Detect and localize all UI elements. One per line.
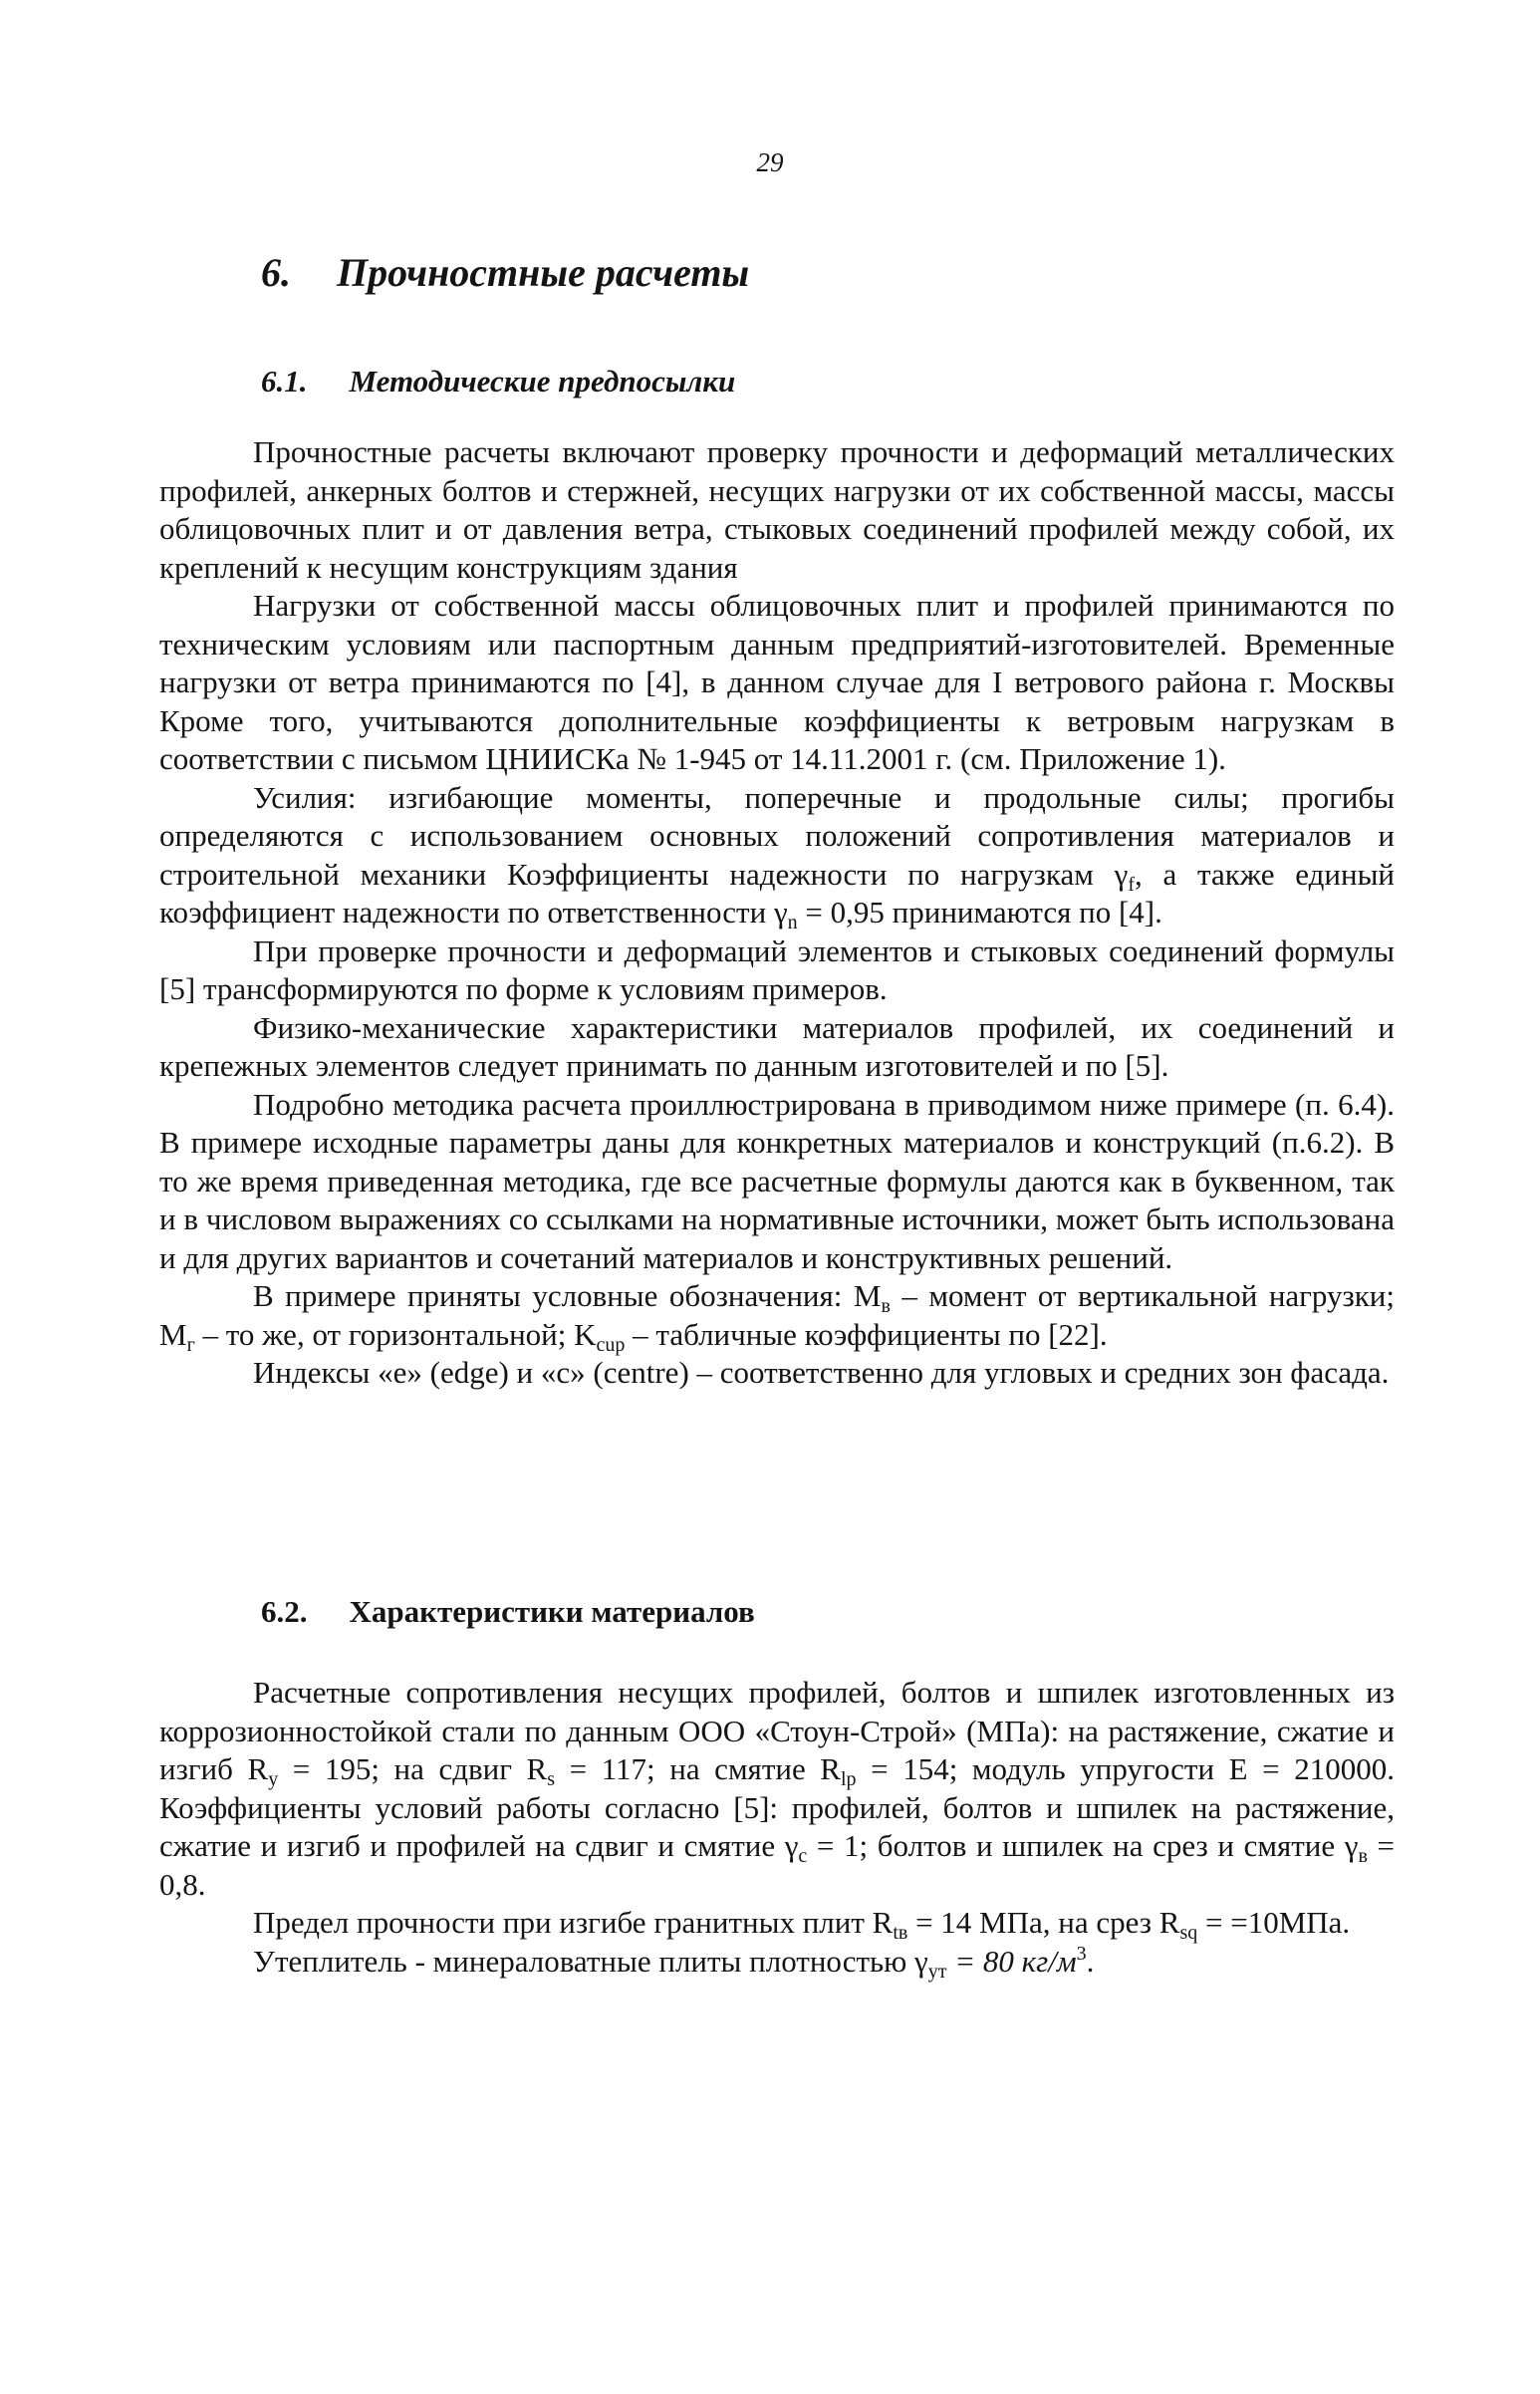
subsection-number: 6.2. bbox=[261, 1594, 308, 1629]
subsection-heading-6-1 bbox=[261, 364, 735, 399]
section-heading bbox=[261, 249, 749, 296]
subsection-number: 6.1. bbox=[261, 364, 308, 399]
paragraph: Нагрузки от собственной массы облицовочных плит и профилей принимаются по техническим условиям или паспортным данным предприятий-изготовителей. Временные нагрузки от ветра принимаются по [4], в данном случае для I ветрового района г. Москвы Кроме того, учитываются дополнительные коэффициенты к ветровым нагрузкам в соответствии с письмом ЦНИИСКа № 1-945 от 14.11.2001 г. (см. Приложение 1). bbox=[159, 588, 1395, 776]
paragraph: Подробно методика расчета проиллюстрирована в приводимом ниже примере (п. 6.4). В примере исходные параметры даны для конкретных материалов и конструкций (п.6.2). В то же время приведенная методика, где все расчетные формулы даются как в буквенном, так и в числовом выражениях со ссылками на нормативные источники, может быть использована и для других вариантов и сочетаний материалов и конструктивных решений. bbox=[159, 1086, 1395, 1275]
paragraph: При проверке прочности и деформаций элементов и стыковых соединений формулы [5] трансформируются по форме к условиям примеров. bbox=[159, 932, 1395, 1006]
paragraph: Индексы «e» (edge) и «c» (centre) – соответственно для угловых и средних зон фасада. bbox=[253, 1355, 1390, 1390]
subsection-title: Характеристики материалов bbox=[349, 1594, 755, 1629]
paragraph: Усилия: изгибающие моменты, поперечные и продольные силы; прогибы определяются с использованием основных положений сопротивления материалов и строительной механики Коэффициенты надежности по нагрузкам $\gamma_f$, а также единый коэффициент надежности по ответственности $\gamma_n = 0,95$ принимаются по [4]. bbox=[159, 779, 1396, 933]
subsection-6-2-body bbox=[159, 1674, 1395, 1981]
subsection-6-1-body bbox=[159, 433, 1395, 1393]
page-number: 29 bbox=[756, 147, 784, 177]
subsection-title: Методические предпосылки bbox=[349, 364, 736, 399]
paragraph: Расчетные сопротивления несущих профилей, болтов и шпилек изготовленных из коррозионностойкой стали по данным ООО «Стоун-Строй» (МПа): на растяжение, сжатие и изгиб $R_y = 195$; на сдвиг $R_s = 117$; на смятие $R_{lp} = 154$; модуль упругости E = 210000. Коэффициенты условий работы согласно [5]: профилей, болтов и шпилек на растяжение, сжатие и изгиб и профилей на сдвиг и смятие $\gamma_c = 1$; болтов и шпилек на срез и смятие $\gamma_в = 0,8$. bbox=[159, 1675, 1396, 1902]
paragraph: Утеплитель - минераловатные плиты плотностью $\gamma_{ут} = 80$ $кг/м^3$. bbox=[253, 1942, 1095, 1983]
section-number: 6. bbox=[261, 250, 291, 295]
paragraph: Прочностные расчеты включают проверку прочности и деформаций металлических профилей, анкерных болтов и стержней, несущих нагрузки от их собственной массы, массы облицовочных плит и от давления ветра, стыковых соединений профилей между собой, их креплений к несущим конструкциям здания bbox=[159, 434, 1395, 585]
paragraph: Предел прочности при изгибе гранитных плит $R_{tв} = 14$ МПа, на срез $R_{sq} = =10МПа$. bbox=[253, 1905, 1351, 1944]
paragraph: В примере приняты условные обозначения: $M_в$ – момент от вертикальной нагрузки; $M_г$ – то же, от горизонтальной; $K_{cup}$ – табличные коэффициенты по [22]. bbox=[159, 1278, 1395, 1356]
subsection-heading-6-2 bbox=[261, 1594, 755, 1630]
paragraph: Физико-механические характеристики материалов профилей, их соединений и крепежных элементов следует принимать по данным изготовителей и по [5]. bbox=[159, 1009, 1395, 1083]
section-title: Прочностные расчеты bbox=[337, 250, 750, 295]
